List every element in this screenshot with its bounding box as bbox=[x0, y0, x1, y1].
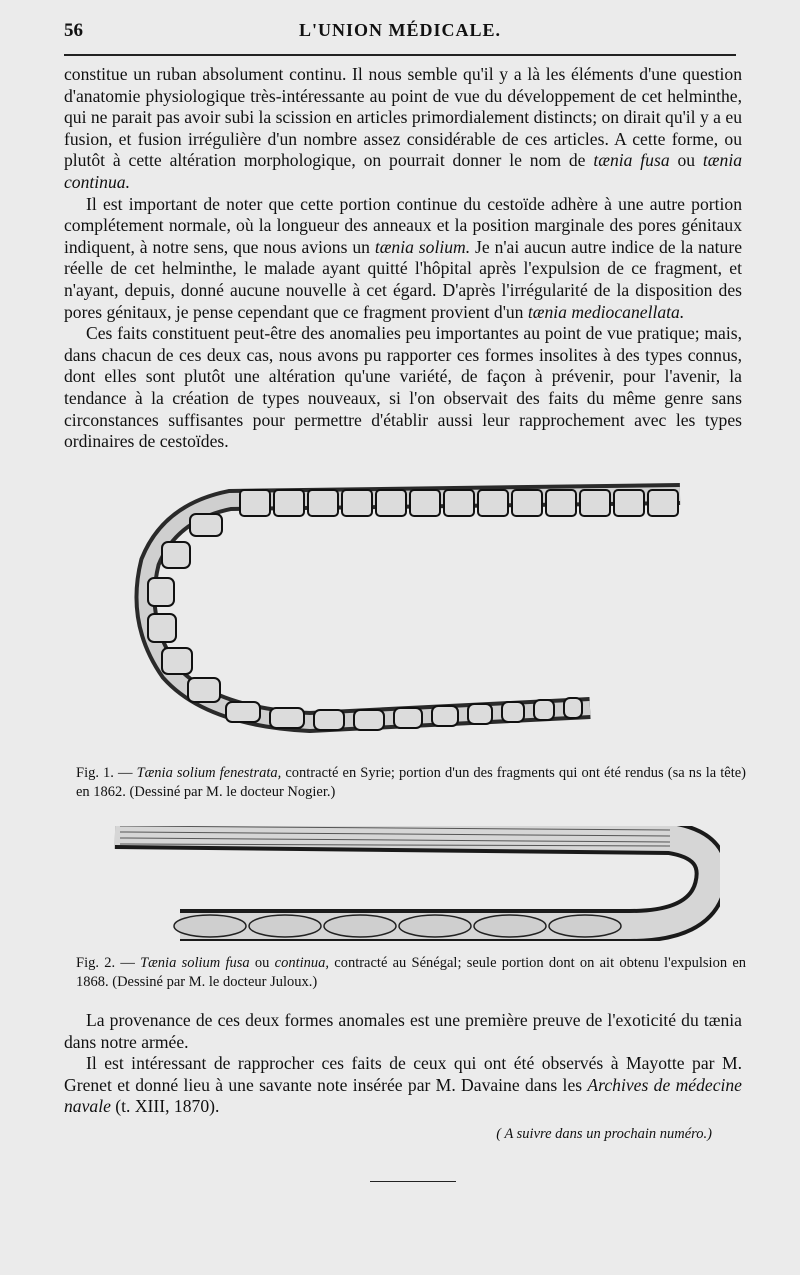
header-rule bbox=[64, 54, 736, 56]
figure-2-caption: Fig. 2. — Tænia solium fusa ou continua, contracté au Sénégal; seule portion dont on ait obtenu l'expulsion en 1868. (Dessiné par M. le docteur Juloux.) bbox=[76, 955, 747, 990]
page-header bbox=[64, 20, 736, 46]
lower-text bbox=[64, 1010, 742, 1118]
paragraph-4: La provenance de ces deux formes anomales est une première preuve de l'exoticité du tænia dans notre armée. bbox=[64, 1010, 742, 1052]
paragraph-2: Il est important de noter que cette portion continue du cestoïde adhère à une autre portion complétement normale, où la longueur des anneaux et la position marginale des pores génitaux indiquent, à notre sens, que nous avions un tænia solium. Je n'ai aucun autre indice de la nature réelle de cet helminthe, le malade ayant quitté l'hôpital après l'expulsion de ce fragment, et n'ayant, depuis, donné aucune nouvelle à cet égard. D'après l'irrégularité de la disposition des pores génitaux, je pense cependant que ce fragment provient d'un tænia mediocanellata. bbox=[64, 193, 743, 322]
paragraph-1: constitue un ruban absolument continu. Il nous semble qu'il y a là les éléments d'une question d'anatomie physiologique très-intéressante au point de vue du développement de cet helminthe, qui ne parait pas avoir subi la scission en articles primordialement distincts; on dirait qu'il y a eu fusion, et fusion irrégulière d'un nombre assez considérable de ces articles. A cette forme, ou plutôt à cette altération morphologique, on pourrait donner le nom de tænia fusa ou tænia continua. bbox=[64, 64, 743, 192]
figure-1-illustration bbox=[110, 482, 690, 744]
to-be-continued-note: ( A suivre dans un prochain numéro.) bbox=[496, 1126, 712, 1142]
running-head: L'UNION MÉDICALE. bbox=[298, 20, 502, 40]
page-number: 56 bbox=[64, 20, 83, 41]
body-text bbox=[64, 64, 742, 453]
figure-2-illustration bbox=[110, 826, 720, 941]
paragraph-5: Il est intéressant de rapprocher ces faits de ceux qui ont été observés à Mayotte par M. Grenet et donné lieu à une savante note insérée par M. Davaine dans les Archives de médecine navale (t. XIII, 1870). bbox=[64, 1053, 742, 1117]
paragraph-3: Ces faits constituent peut-être des anomalies peu importantes au point de vue pratique; mais, dans chacun de ces deux cas, nous avons pu rapporter ces formes insolites à des types connus, dont elles sont plutôt une altération qu'une variété, de façon à prévenir, pour l'avenir, la tendance à la création de types nouveaux, si l'on observait des faits du même genre sans circonstances suffisantes pour permettre d'établir aussi leur rapprochement avec les types ordinaires de cestoïdes. bbox=[64, 323, 742, 452]
closing-rule bbox=[370, 1181, 456, 1182]
figure-1-caption: Fig. 1. — Tænia solium fenestrata, contracté en Syrie; portion d'un des fragments qui ont été rendus (sa ns la tête) en 1862. (Dessiné par M. le docteur Nogier.) bbox=[76, 765, 746, 800]
